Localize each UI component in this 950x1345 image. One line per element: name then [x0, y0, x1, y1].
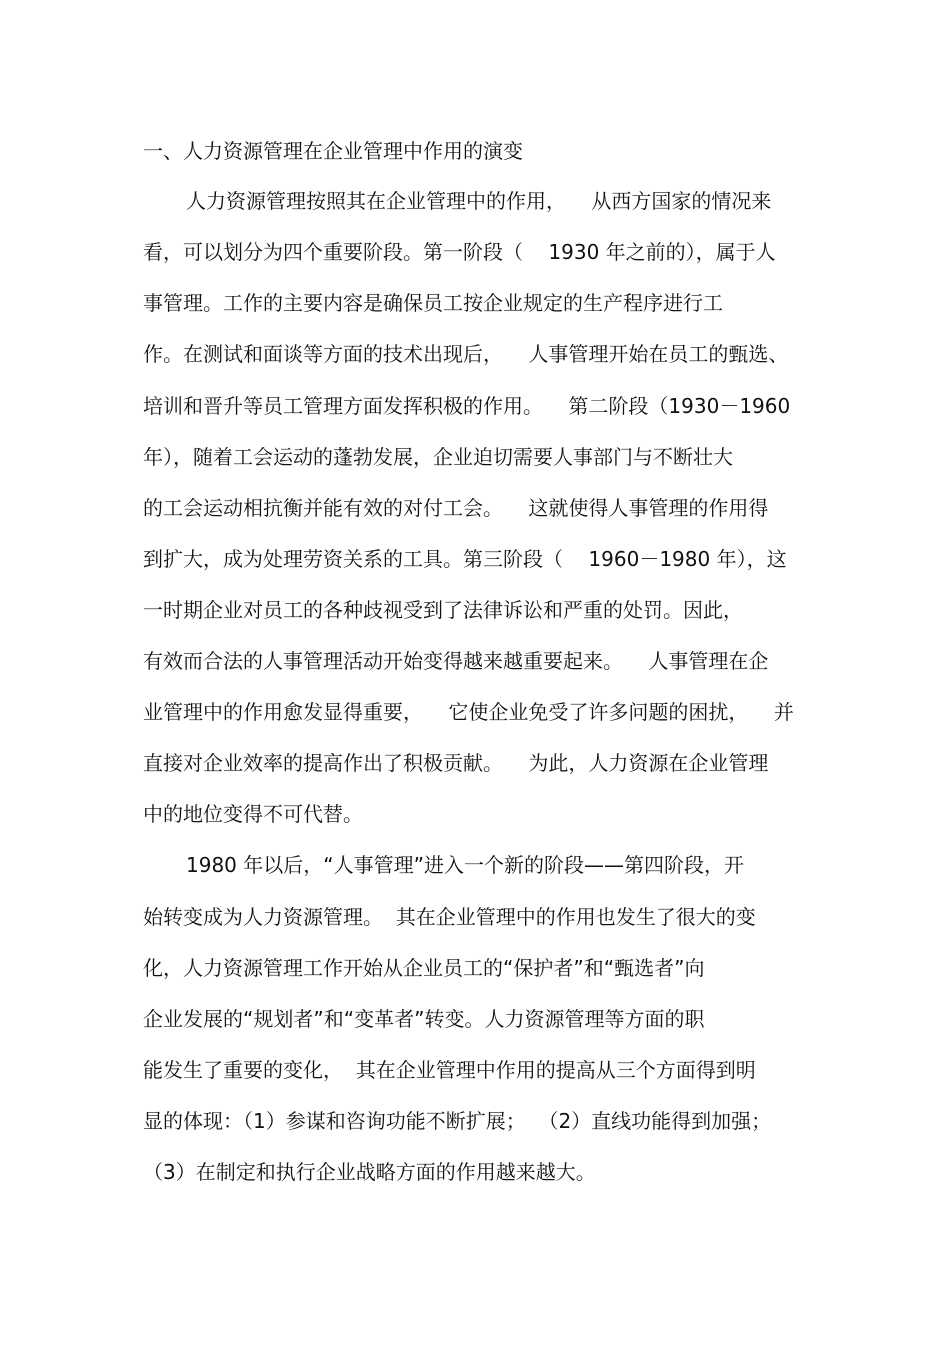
paragraph-2-line-1: 1980 年以后，“人事管理”进入一个新的阶段——第四阶段，开 [186, 853, 744, 877]
paragraph-1-line-2: 看，可以划分为四个重要阶段。第一阶段（ 1930 年之前的），属于人 [143, 240, 776, 264]
paragraph-2-line-5: 能发生了重要的变化， 其在企业管理中作用的提高从三个方面得到明 [143, 1058, 756, 1082]
paragraph-1-line-10: 有效而合法的人事管理活动开始变得越来越重要起来。 人事管理在企 [143, 649, 769, 673]
paragraph-2-line-4: 企业发展的“规划者”和“变革者”转变。人力资源管理等方面的职 [143, 1007, 705, 1031]
paragraph-1-line-1: 人力资源管理按照其在企业管理中的作用， 从西方国家的情况来 [186, 189, 772, 213]
paragraph-1-line-6: 年），随着工会运动的蓬勃发展，企业迫切需要人事部门与不断壮大 [143, 445, 733, 469]
paragraph-2-line-7: （3）在制定和执行企业战略方面的作用越来越大。 [143, 1160, 596, 1184]
paragraph-2-line-2: 始转变成为人力资源管理。 其在企业管理中的作用也发生了很大的变 [143, 905, 756, 929]
paragraph-1-line-5: 培训和晋升等员工管理方面发挥积极的作用。 第二阶段（1930－1960 [143, 394, 791, 418]
paragraph-1-line-9: 一时期企业对员工的各种歧视受到了法律诉讼和严重的处罚。因此， [143, 598, 743, 622]
paragraph-1-line-12: 直接对企业效率的提高作出了积极贡献。 为此，人力资源在企业管理 [143, 751, 769, 775]
paragraph-1-line-3: 事管理。工作的主要内容是确保员工按企业规定的生产程序进行工 [143, 291, 723, 315]
paragraph-1-line-13: 中的地位变得不可代替。 [143, 802, 363, 826]
paragraph-1-line-11: 业管理中的作用愈发显得重要， 它使企业免受了许多问题的困扰， 并 [143, 700, 794, 724]
paragraph-2-line-6: 显的体现：（1）参谋和咨询功能不断扩展； （2）直线功能得到加强； [143, 1109, 772, 1133]
paragraph-2-line-3: 化，人力资源管理工作开始从企业员工的“保护者”和“甄选者”向 [143, 956, 705, 980]
paragraph-1-line-8: 到扩大，成为处理劳资关系的工具。第三阶段（ 1960－1980 年），这 [143, 547, 787, 571]
section-heading: 一、人力资源管理在企业管理中作用的演变 [143, 139, 523, 163]
paragraph-1-line-4: 作。在测试和面谈等方面的技术出现后， 人事管理开始在员工的甄选、 [143, 342, 789, 366]
paragraph-1-line-7: 的工会运动相抗衡并能有效的对付工会。 这就使得人事管理的作用得 [143, 496, 769, 520]
